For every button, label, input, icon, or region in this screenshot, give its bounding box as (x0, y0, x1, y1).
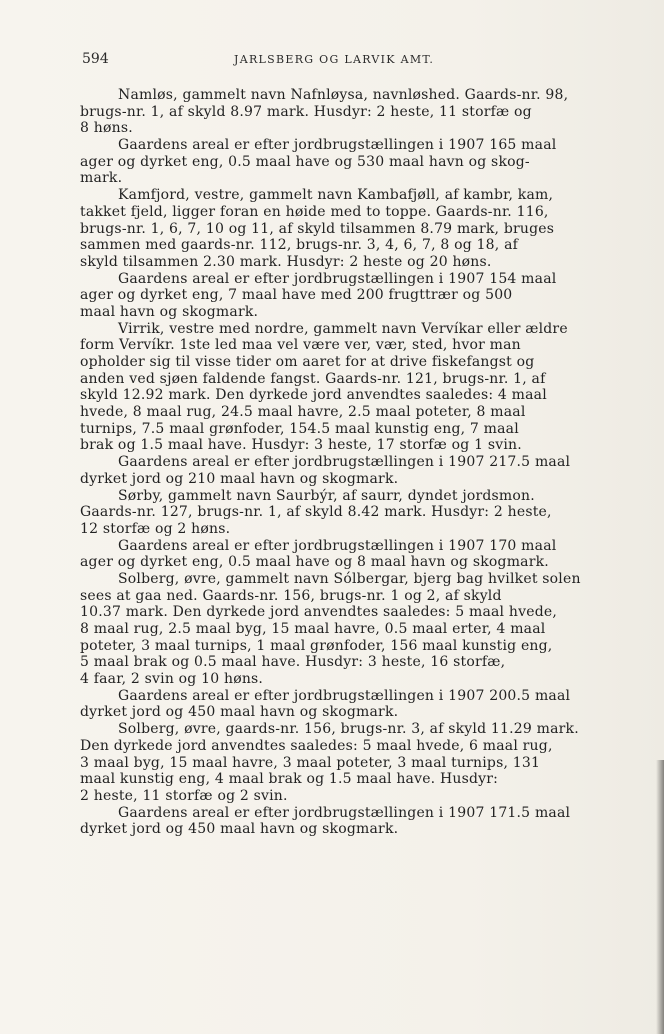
text-line: Gaardens areal er efter jordbrugstællingen i 1907 165 maal (118, 137, 557, 154)
text-line: dyrket jord og 450 maal havn og skogmark. (80, 821, 399, 838)
text-line: ager og dyrket eng, 0.5 maal have og 8 maal havn og skogmark. (80, 554, 549, 571)
text-line: ager og dyrket eng, 7 maal have med 200 frugttrær og 500 (80, 287, 513, 304)
text-line: Solberg, øvre, gammelt navn Sólbergar, bjerg bag hvilket solen (118, 570, 581, 587)
text-line: skyld tilsammen 2.30 mark. Husdyr: 2 heste og 20 høns. (80, 253, 492, 270)
text-line: 8 høns. (80, 120, 133, 137)
text-line: Gaardens areal er efter jordbrugstællingen i 1907 171.5 maal (118, 804, 571, 821)
text-line: Gaardens areal er efter jordbrugstællingen i 1907 154 maal (118, 270, 557, 287)
text-line: anden ved sjøen faldende fangst. Gaards-nr. 121, brugs-nr. 1, af (80, 370, 546, 387)
text-line: mark. (80, 170, 123, 187)
text-line: Virrik, vestre med nordre, gammelt navn Vervíkar eller ældre (118, 320, 568, 337)
text-line: 3 maal byg, 15 maal havre, 3 maal poteter, 3 maal turnips, 131 (80, 754, 541, 771)
text-line: 8 maal rug, 2.5 maal byg, 15 maal havre, 0.5 maal erter, 4 maal (80, 621, 546, 637)
text-line: sammen med gaards-nr. 112, brugs-nr. 3, 4, 6, 7, 8 og 18, af (80, 237, 519, 254)
page-number: 594 (82, 51, 109, 67)
text-line: brak og 1.5 maal have. Husdyr: 3 heste, 17 storfæ og 1 svin. (80, 437, 522, 454)
text-line: poteter, 3 maal turnips, 1 maal grønfoder, 156 maal kunstig eng, (80, 637, 553, 654)
text-line: 5 maal brak og 0.5 maal have. Husdyr: 3 heste, 16 storfæ, (80, 654, 506, 671)
text-line: turnips, 7.5 maal grønfoder, 154.5 maal kunstig eng, 7 maal (80, 420, 519, 437)
text-line: Kamfjord, vestre, gammelt navn Kambafjøll, af kambr, kam, (118, 187, 554, 204)
text-line: brugs-nr. 1, 6, 7, 10 og 11, af skyld tilsammen 8.79 mark, bruges (80, 220, 555, 237)
text-line: Gaardens areal er efter jordbrugstællingen i 1907 217.5 maal (118, 454, 571, 471)
text-line: 10.37 mark. Den dyrkede jord anvendtes saaledes: 5 maal hvede, (80, 604, 557, 621)
text-line: maal havn og skogmark. (80, 303, 259, 320)
running-title: JARLSBERG OG LARVIK AMT. (234, 53, 435, 66)
text-line: Solberg, øvre, gaards-nr. 156, brugs-nr. 3, af skyld 11.29 mark. (118, 721, 579, 738)
page-header (82, 51, 594, 71)
text-line: ager og dyrket eng, 0.5 maal have og 530 maal havn og skog- (80, 153, 530, 170)
text-line: opholder sig til visse tider om aaret for at drive fiskefangst og (80, 354, 535, 370)
text-line: brugs-nr. 1, af skyld 8.97 mark. Husdyr: 2 heste, 11 storfæ og (80, 103, 532, 120)
page-edge-shadow (656, 760, 664, 1034)
text-line: Den dyrkede jord anvendtes saaledes: 5 maal hvede, 6 maal rug, (80, 737, 553, 754)
text-line: skyld 12.92 mark. Den dyrkede jord anvendtes saaledes: 4 maal (80, 387, 547, 404)
text-line: 12 storfæ og 2 høns. (80, 520, 231, 537)
text-line: Gaardens areal er efter jordbrugstællingen i 1907 170 maal (118, 537, 557, 554)
text-line: takket fjeld, ligger foran en høide med to toppe. Gaards-nr. 116, (80, 203, 549, 220)
text-line: dyrket jord og 210 maal havn og skogmark. (80, 470, 399, 487)
text-line: 4 faar, 2 svin og 10 høns. (80, 671, 264, 688)
text-line: Gaardens areal er efter jordbrugstællingen i 1907 200.5 maal (118, 687, 571, 704)
text-line: dyrket jord og 450 maal havn og skogmark. (80, 704, 399, 721)
text-line: hvede, 8 maal rug, 24.5 maal havre, 2.5 maal poteter, 8 maal (80, 404, 526, 421)
text-line: sees at gaa ned. Gaards-nr. 156, brugs-nr. 1 og 2, af skyld (80, 587, 502, 604)
text-line: Namløs, gammelt navn Nafnløysa, navnløshed. Gaards-nr. 98, (118, 87, 569, 103)
text-line: maal kunstig eng, 4 maal brak og 1.5 maal have. Husdyr: (80, 771, 499, 788)
page-body (80, 87, 600, 838)
text-line: form Vervíkr. 1ste led maa vel være ver, vær, sted, hvor man (80, 337, 521, 354)
text-line: Sørby, gammelt navn Saurbýr, af saurr, dyndet jordsmon. (118, 487, 535, 504)
text-line: Gaards-nr. 127, brugs-nr. 1, af skyld 8.42 mark. Husdyr: 2 heste, (80, 504, 552, 521)
text-line: 2 heste, 11 storfæ og 2 svin. (80, 787, 288, 804)
